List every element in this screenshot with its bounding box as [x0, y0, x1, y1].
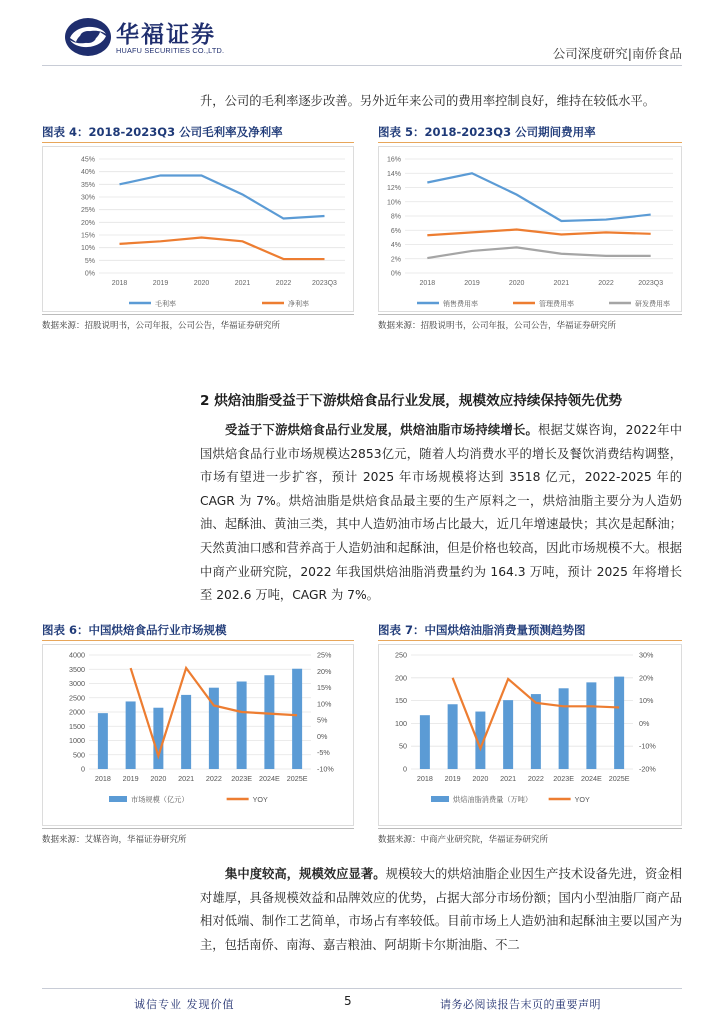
paragraph-2: [200, 863, 682, 957]
fig7-source-line: [378, 828, 682, 829]
x-tick-label: 2021: [234, 280, 251, 287]
bar-2018: [98, 713, 108, 769]
series-line-净利率: [120, 238, 325, 260]
bar-2021: [181, 695, 191, 769]
x-tick-label: 2022: [527, 774, 544, 783]
y-left-tick-label: 3000: [69, 679, 85, 688]
y-left-tick-label: 0: [81, 764, 85, 774]
y-right-tick-label: 10%: [639, 696, 654, 706]
bar-2024E: [264, 675, 274, 769]
y-left-tick-label: 500: [73, 750, 85, 760]
y-tick-label: 0%: [390, 270, 401, 278]
y-left-tick-label: 200: [395, 673, 407, 683]
y-tick-label: 15%: [80, 232, 95, 240]
x-tick-label: 2019: [464, 280, 480, 287]
report-type: 公司深度研究|南侨食品: [552, 46, 682, 61]
footer-divider: [42, 988, 682, 989]
fig7-svg: [379, 645, 681, 825]
legend-label: YOY: [574, 795, 590, 804]
fig7-source: 数据来源：中商产业研究院，华福证券研究所: [378, 835, 549, 845]
fig6-source: 数据来源：艾媒咨询，华福证券研究所: [42, 835, 187, 845]
fig7-title: 图表 7：中国烘焙油脂消费量预测趋势图: [378, 623, 586, 637]
legend-label: 净利率: [288, 301, 309, 308]
y-left-tick-label: 2500: [69, 693, 85, 703]
y-left-tick-label: 2000: [69, 707, 85, 717]
footer-slogan: 诚信专业 发现价值: [134, 998, 235, 1011]
bar-2019: [448, 704, 458, 769]
x-tick-label: 2018: [416, 774, 433, 783]
y-left-tick-label: 1000: [69, 736, 85, 745]
y-right-tick-label: -10%: [639, 741, 656, 751]
x-tick-label: 2021: [178, 774, 195, 783]
y-tick-label: 30%: [80, 194, 95, 202]
y-left-tick-label: 50: [399, 741, 407, 751]
legend-label: 研发费用率: [635, 301, 670, 308]
header-divider: [42, 65, 682, 66]
y-tick-label: 40%: [80, 169, 95, 177]
x-tick-label: 2021: [500, 774, 517, 783]
series-line-研发费用率: [427, 247, 650, 258]
y-right-tick-label: -10%: [317, 764, 334, 774]
x-tick-label: 2022: [275, 280, 292, 287]
x-tick-label: 2023E: [231, 774, 253, 783]
section-title: 2 烘焙油脂受益于下游烘焙食品行业发展，规模效应持续保持领先优势: [200, 393, 623, 409]
y-left-tick-label: 150: [395, 696, 407, 706]
fig6-source-line: [42, 828, 354, 829]
y-right-tick-label: 0%: [317, 731, 328, 741]
y-left-tick-label: 3500: [69, 664, 85, 674]
y-right-tick-label: 5%: [317, 715, 328, 725]
y-right-tick-label: 30%: [639, 650, 654, 660]
y-tick-label: 5%: [84, 257, 95, 265]
bar-2023E: [237, 682, 247, 769]
para1-lead: 受益于下游烘焙食品行业发展，烘焙油脂市场持续增长。: [225, 423, 539, 437]
y-tick-label: 16%: [386, 156, 401, 164]
fig6-title-line: [42, 640, 354, 641]
x-tick-label: 2025E: [608, 774, 630, 783]
y-right-tick-label: 25%: [317, 650, 332, 660]
logo-cn-text: 华福证券: [116, 21, 216, 48]
x-tick-label: 2020: [150, 774, 167, 783]
y-tick-label: 4%: [390, 242, 401, 249]
y-tick-label: 6%: [390, 227, 401, 235]
y-left-tick-label: 0: [403, 764, 407, 774]
section-paragraph: [200, 419, 682, 608]
fig4-svg: [43, 147, 353, 311]
x-tick-label: 2019: [122, 774, 139, 783]
x-tick-label: 2019: [444, 774, 461, 783]
y-right-tick-label: 0%: [639, 718, 650, 728]
fig4-chart: [42, 146, 354, 312]
bar-2025E: [614, 677, 624, 769]
x-tick-label: 2022: [205, 774, 222, 783]
y-tick-label: 45%: [80, 156, 95, 164]
bar-2022: [531, 694, 541, 769]
y-tick-label: 35%: [80, 181, 95, 189]
x-tick-label: 2018: [419, 280, 436, 287]
bar-2020: [153, 708, 163, 769]
y-left-tick-label: 100: [395, 718, 407, 728]
fig4-title-line: [42, 142, 354, 143]
bar-2025E: [292, 669, 302, 769]
legend-label: 烘焙油脂消费量（万吨）: [453, 795, 533, 804]
y-left-tick-label: 1500: [69, 721, 85, 731]
bar-2018: [420, 715, 430, 769]
legend-label: 毛利率: [155, 301, 176, 308]
footer-disclaimer: 请务必阅读报告末页的重要声明: [440, 998, 601, 1011]
y-tick-label: 0%: [84, 270, 95, 278]
para2-body: 规模较大的烘焙油脂企业因生产技术设备先进，资金相对雄厚，具备规模效益和品牌效应的优势，占据大部分市场份额；国内小型油脂厂商产品相对低端、制作工艺简单，市场占有率较低。目前市场上人造奶油和起酥油主要以国产为主，包括南侨、南海、嘉吉粮油、阿胡斯卡尔斯油脂、不二: [200, 867, 682, 952]
x-tick-label: 2019: [152, 280, 169, 287]
fig7-title-line: [378, 640, 682, 641]
para1-body: 根据艾媒咨询，2022年中国烘焙食品行业市场规模达2853亿元，随着人均消费水平的增长及餐饮消费结构调整，市场有望进一步扩容，预计 2025 年市场规模将达到 3518 亿元，2022-2025 年的 CAGR 为 7%。烘焙油脂是烘焙食品最主要的生产原料之一，烘焙油脂主要分为人造奶油、起酥油、黄油三类，其中人造奶油市场占比最大，近几年增速最快；其次是起酥油；天然黄油口感和营养高于人造奶油和起酥油，但是价格也较高，因此市场规模不大。根据中商产业研究院，2022 年我国烘焙油脂消费量约为 164.3 万吨，预计 2025 年将增长至 202.6 万吨，CAGR 为 7%。: [200, 423, 682, 603]
y-right-tick-label: 10%: [317, 699, 332, 709]
x-tick-label: 2018: [111, 280, 128, 287]
bar-2024E: [586, 682, 596, 769]
x-tick-label: 2021: [553, 280, 570, 287]
series-line-销售费用率: [427, 173, 650, 221]
y-left-tick-label: 4000: [69, 650, 85, 660]
x-tick-label: 2020: [508, 280, 525, 287]
fig6-title: 图表 6：中国烘焙食品行业市场规模: [42, 623, 227, 637]
fig5-chart: [378, 146, 682, 312]
y-tick-label: 20%: [80, 219, 95, 227]
legend-label: 销售费用率: [443, 301, 478, 308]
y-right-tick-label: 20%: [639, 673, 654, 683]
legend-swatch: [431, 796, 449, 802]
x-tick-label: 2025E: [286, 774, 308, 783]
y-tick-label: 10%: [386, 199, 401, 207]
fig4-title: 图表 4：2018-2023Q3 公司毛利率及净利率: [42, 125, 283, 139]
y-right-tick-label: 15%: [317, 683, 332, 693]
bar-2019: [126, 701, 136, 769]
fig6-chart: [42, 644, 354, 826]
x-tick-label: 2020: [193, 280, 210, 287]
y-tick-label: 2%: [390, 256, 401, 264]
bar-2021: [503, 700, 513, 769]
x-tick-label: 2022: [598, 280, 614, 287]
bar-2023E: [559, 688, 569, 769]
y-right-tick-label: -5%: [317, 748, 330, 758]
x-tick-label: 2024E: [580, 774, 602, 783]
logo-en-text: HUAFU SECURITIES CO.,LTD.: [116, 46, 225, 55]
fig6-svg: [43, 645, 353, 825]
fig4-source-line: [42, 314, 354, 315]
fig5-title: 图表 5：2018-2023Q3 公司期间费用率: [378, 125, 596, 139]
legend-swatch: [109, 796, 127, 802]
legend-label: 市场规模（亿元）: [131, 795, 189, 804]
x-tick-label: 2024E: [258, 774, 280, 783]
y-tick-label: 10%: [80, 245, 95, 253]
x-tick-label: 2018: [94, 774, 111, 783]
x-tick-label: 2020: [472, 774, 489, 783]
page-number: 5: [344, 994, 352, 1008]
legend-label: YOY: [252, 795, 268, 804]
y-right-tick-label: 20%: [317, 666, 332, 676]
x-tick-label: 2023E: [553, 774, 575, 783]
y-tick-label: 12%: [386, 185, 401, 192]
logo-emblem-icon: [62, 14, 114, 60]
y-tick-label: 25%: [80, 207, 95, 215]
legend-label: 管理费用率: [539, 301, 574, 308]
y-tick-label: 8%: [390, 213, 401, 221]
fig5-title-line: [378, 142, 682, 143]
fig5-svg: [379, 147, 681, 311]
fig7-chart: [378, 644, 682, 826]
fig4-source: 数据来源：招股说明书，公司年报，公司公告，华福证券研究所: [42, 321, 281, 331]
y-tick-label: 14%: [386, 170, 401, 178]
intro-line: 升，公司的毛利率逐步改善。另外近年来公司的费用率控制良好，维持在较低水平。: [200, 94, 655, 108]
x-tick-label: 2023Q3: [312, 280, 337, 287]
para2-lead: 集中度较高，规模效应显著。: [225, 867, 386, 881]
y-right-tick-label: -20%: [639, 764, 656, 774]
y-left-tick-label: 250: [395, 650, 407, 660]
fig5-source: 数据来源：招股说明书，公司年报，公司公告，华福证券研究所: [378, 321, 617, 331]
x-tick-label: 2023Q3: [638, 280, 664, 287]
fig5-source-line: [378, 314, 682, 315]
